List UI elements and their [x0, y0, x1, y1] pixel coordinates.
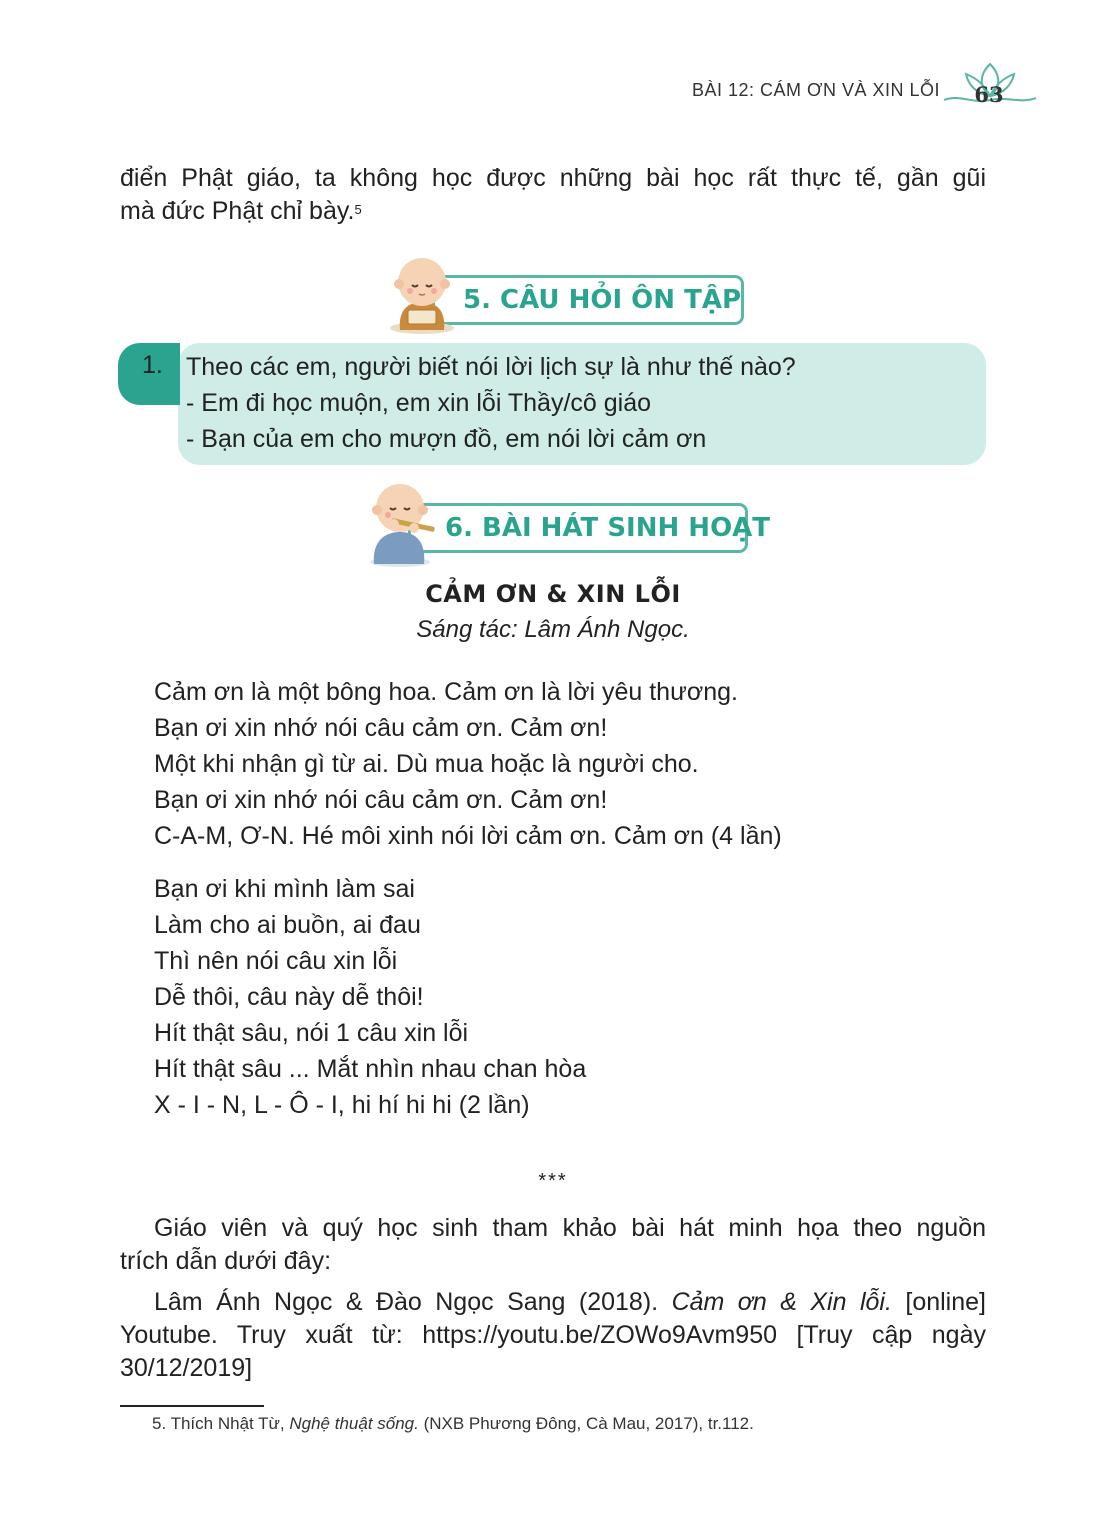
- reference-url-line: Youtube. Truy xuất từ: https://youtu.be/ZOWo9Avm950 [Truy cập ngày: [120, 1321, 986, 1349]
- lyric-line: Bạn ơi xin nhớ nói câu cảm ơn. Cảm ơn!: [154, 714, 608, 742]
- footnote-reference: 5: [354, 202, 362, 217]
- reference-medium: [online]: [891, 1288, 986, 1316]
- footnote-prefix: 5. Thích Nhật Từ,: [152, 1414, 290, 1433]
- intro-line: mà đức Phật chỉ bày.: [120, 197, 355, 225]
- lyric-line: Hít thật sâu ... Mắt nhìn nhau chan hòa: [154, 1055, 587, 1083]
- song-verse-2: [154, 871, 586, 1123]
- footnote-divider: [120, 1405, 264, 1407]
- monk-reading-illustration: [386, 252, 458, 336]
- reference-citation: [120, 1286, 986, 1385]
- song-verse-1: [154, 674, 782, 854]
- reference-access-date: 30/12/2019]: [120, 1354, 253, 1382]
- monk-flute-illustration: [362, 478, 438, 568]
- question-line: Theo các em, người biết nói lời lịch sự là như thế nào?: [186, 353, 796, 381]
- question-number: 1.: [142, 351, 163, 379]
- lyric-line: Bạn ơi khi mình làm sai: [154, 875, 415, 903]
- reference-intro-paragraph: [120, 1212, 986, 1278]
- question-text: [186, 349, 976, 457]
- footnote-suffix: (NXB Phương Đông, Cà Mau, 2017), tr.112.: [418, 1414, 754, 1433]
- reference-work-title: Cảm ơn & Xin lỗi.: [671, 1288, 892, 1316]
- section-title: 5. CÂU HỎI ÔN TẬP: [463, 285, 742, 315]
- section-title: 6. BÀI HÁT SINH HOẠT: [445, 513, 771, 543]
- lyric-line: Bạn ơi xin nhớ nói câu cảm ơn. Cảm ơn!: [154, 786, 608, 814]
- lyric-line: C-A-M, Ơ-N. Hé môi xinh nói lời cảm ơn. Cảm ơn (4 lần): [154, 822, 782, 850]
- lyric-line: Làm cho ai buồn, ai đau: [154, 911, 421, 939]
- section-heading-song: [408, 503, 771, 553]
- song-title: CẢM ƠN & XIN LỖI: [425, 580, 681, 608]
- intro-line: điển Phật giáo, ta không học được những bài học rất thực tế, gần gũi: [120, 164, 986, 192]
- intro-paragraph: [120, 162, 986, 228]
- running-header-title: BÀI 12: CÁM ƠN VÀ XIN LỖI: [691, 80, 940, 100]
- reference-intro-line: trích dẫn dưới đây:: [120, 1247, 332, 1275]
- page-number: 63: [974, 82, 1004, 107]
- footnote: [152, 1414, 754, 1434]
- reference-authors: Lâm Ánh Ngọc & Đào Ngọc Sang (2018).: [154, 1288, 672, 1316]
- lyric-line: Hít thật sâu, nói 1 câu xin lỗi: [154, 1019, 469, 1047]
- section-separator: ***: [538, 1170, 568, 1192]
- reference-intro-line: Giáo viên và quý học sinh tham khảo bài hát minh họa theo nguồn: [154, 1214, 986, 1242]
- song-author: Sáng tác: Lâm Ánh Ngọc.: [416, 616, 690, 643]
- footnote-work-title: Nghệ thuật sống.: [289, 1414, 419, 1433]
- question-line: - Bạn của em cho mượn đồ, em nói lời cảm ơn: [186, 425, 707, 453]
- lyric-line: Một khi nhận gì từ ai. Dù mua hoặc là người cho.: [154, 750, 699, 778]
- lyric-line: Cảm ơn là một bông hoa. Cảm ơn là lời yêu thương.: [154, 678, 738, 706]
- question-line: - Em đi học muộn, em xin lỗi Thầy/cô giáo: [186, 389, 652, 417]
- section-heading-review-questions: [432, 275, 744, 325]
- lyric-line: Dễ thôi, câu này dễ thôi!: [154, 983, 424, 1011]
- lyric-line: X - I - N, L - Ô - I, hi hí hi hi (2 lần): [154, 1091, 530, 1119]
- lyric-line: Thì nên nói câu xin lỗi: [154, 947, 398, 975]
